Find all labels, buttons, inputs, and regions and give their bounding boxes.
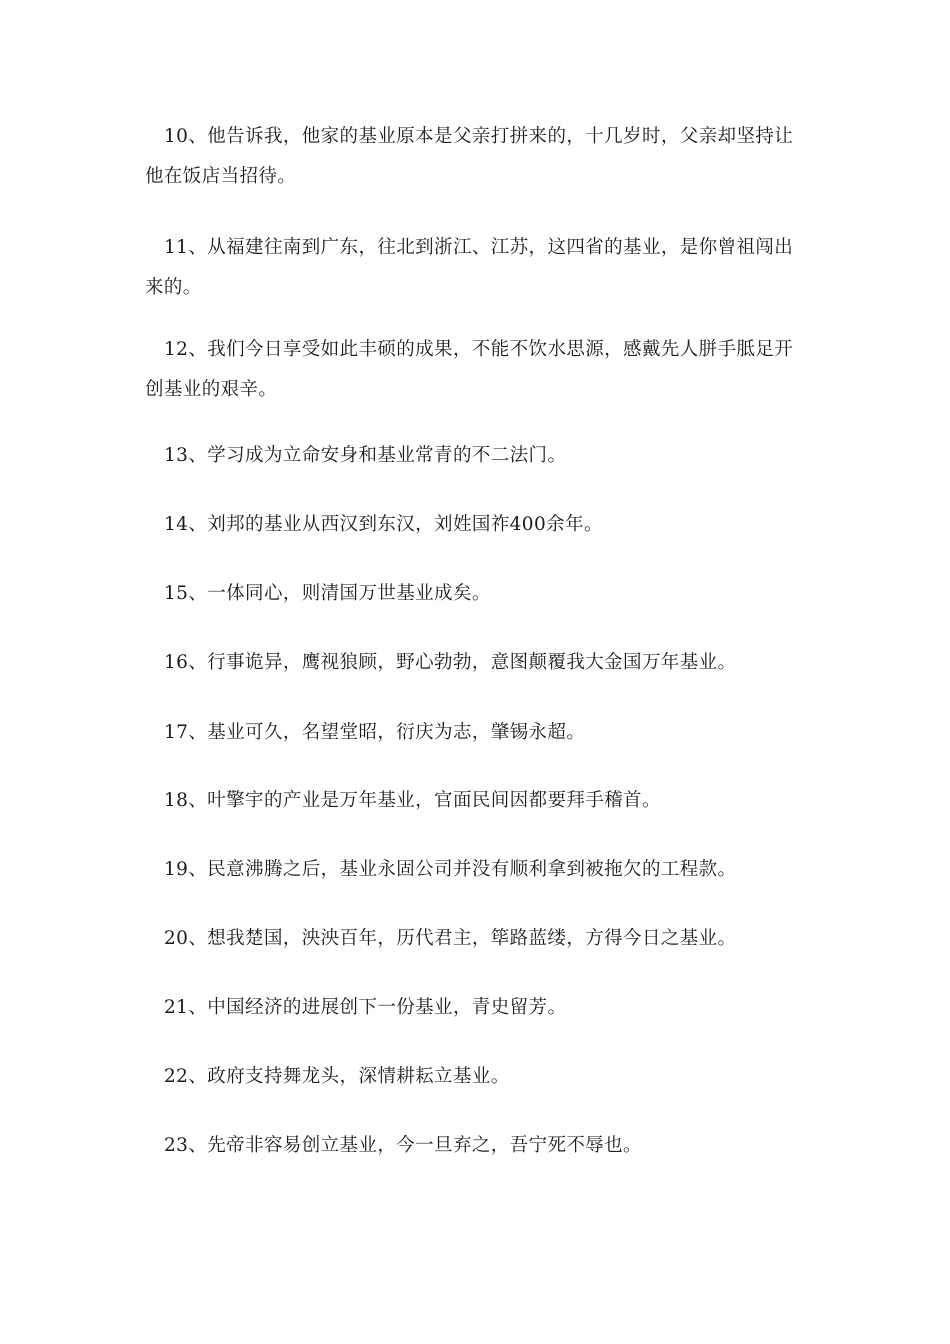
- sentence-17: 17、基业可久，名望堂昭，衍庆为志，肇锡永超。: [164, 722, 586, 743]
- sentence-23: 23、先帝非容易创立基业，今一旦弃之，吾宁死不辱也。: [164, 1135, 642, 1156]
- sentence-19: 19、民意沸腾之后，基业永固公司并没有顺利拿到被拖欠的工程款。: [164, 859, 737, 880]
- sentence-21: 21、中国经济的进展创下一份基业，青史留芳。: [164, 997, 567, 1018]
- sentence-22: 22、政府支持舞龙头，深情耕耘立基业。: [164, 1066, 510, 1087]
- sentence-20: 20、想我楚国，泱泱百年，历代君主，筚路蓝缕，方得今日之基业。: [164, 928, 737, 949]
- sentence-14: 14、刘邦的基业从西汉到东汉，刘姓国祚400余年。: [164, 514, 603, 535]
- sentence-15: 15、一体同心，则清国万世基业成矣。: [164, 583, 491, 604]
- sentence-18: 18、叶擎宇的产业是万年基业，官面民间因都要拜手稽首。: [164, 790, 661, 811]
- sentence-16: 16、行事诡异，鹰视狼顾，野心勃勃，意图颠覆我大金国万年基业。: [164, 652, 737, 673]
- sentence-12: 12、我们今日享受如此丰硕的成果，不能不饮水思源，感戴先人胼手胝足开创基业的艰辛。: [145, 339, 794, 400]
- sentence-11: 11、从福建往南到广东，往北到浙江、江苏，这四省的基业，是你曾祖闯出来的。: [145, 237, 794, 298]
- sentence-13: 13、学习成为立命安身和基业常青的不二法门。: [164, 445, 567, 466]
- sentence-10: 10、他告诉我，他家的基业原本是父亲打拼来的，十几岁时，父亲却坚持让他在饭店当招待。: [145, 126, 794, 187]
